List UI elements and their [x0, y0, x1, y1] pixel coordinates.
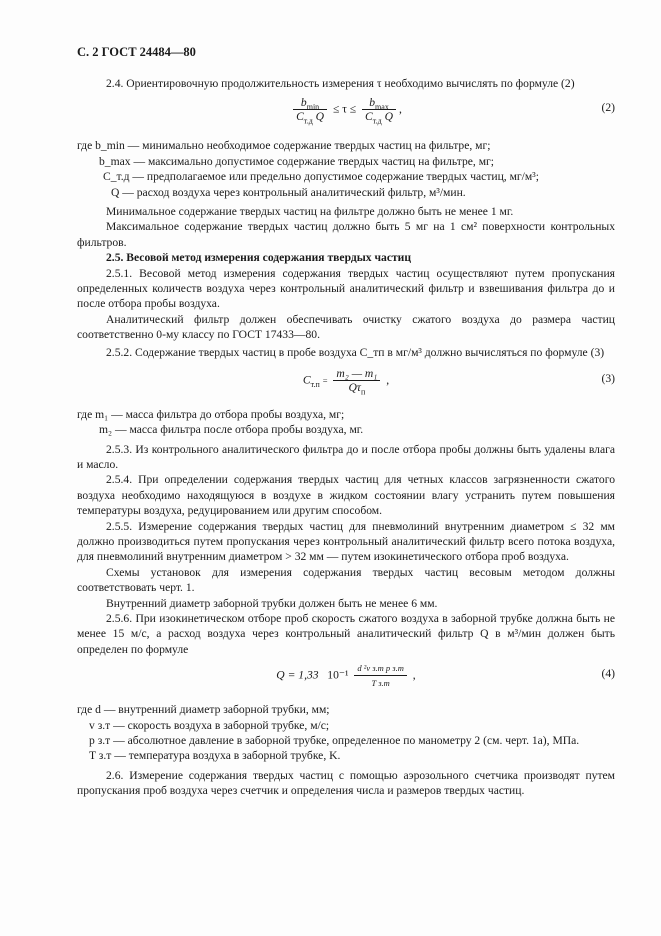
def-q: Q — расход воздуха через контрольный аналитический фильтр, м³/мин. — [111, 185, 466, 199]
fraction-bmin: $\frac{b_{min}}{C_{т.д} Q}$ — [293, 96, 327, 124]
formula-number-2: (2) — [601, 101, 615, 115]
formula-4: Q = 1,33 10⁻¹ $\frac{\text{d ²v з.т p з.т}}{\text{T з.т}}$ , (4) — [276, 663, 615, 689]
paragraph-min: Минимальное содержание твердых частиц на фильтре должно быть не менее 1 мг. — [106, 205, 514, 219]
inequality: ≤ τ ≤ — [332, 103, 357, 117]
fraction-mass: $\frac{\text{m₂ — m₁}}{Q\tau_п}$ — [333, 367, 380, 395]
definitions-1 — [77, 138, 615, 200]
paragraph-2-4: 2.4. Ориентировочную продолжительность измерения τ необходимо вычислять по формуле (2) — [106, 77, 575, 90]
paragraph-2-5-2: 2.5.2. Содержание твердых частиц в пробе воздуха C_тп в мг/м³ должно вычисляться по формуле (3) — [106, 345, 605, 359]
paragraph-schemes: Схемы установок для измерения содержания твердых частиц весовым методом должны соответствовать черт. 1. — [77, 565, 615, 595]
def-m2: m₂ — масса фильтра после отбора пробы воздуха, мг. — [99, 423, 364, 437]
section-2-5-title: 2.5. Весовой метод измерения содержания твердых частиц — [106, 251, 412, 265]
def-bmax: b_max — максимально допустимое содержание твердых частиц на фильтре, мг; — [99, 154, 495, 168]
page-header: С. 2 ГОСТ 24484—80 — [77, 45, 196, 59]
paragraph-2-6: 2.6. Измерение содержания твердых частиц с помощью аэрозольного счетчика производят путем пропускания проб воздуха через счетчик и определения числа и размеров твердых частиц. — [77, 768, 615, 798]
paragraph-2-5-1: 2.5.1. Весовой метод измерения содержания твердых частиц осуществляют путем пропускания определенных количеств воздуха через контрольный аналитический фильтр и взвешивания фильтра до и после отбора пробы воздуха. — [77, 266, 615, 311]
paragraph-2-5-4: 2.5.4. При определении содержания твердых частиц для четных классов загрязненности сжатого воздуха необходимо находящуюся в воздухе в жидком состоянии влагу устранить путем повышения температуры воздуха, редуцированием или другим способом. — [77, 473, 615, 518]
paragraph-max: Максимальное содержание твердых частиц должно быть 5 мг на 1 см² поверхности контрольных фильтров. — [77, 220, 615, 249]
def-bmin: где b_min — минимально необходимое содержание твердых частиц на фильтре, мг; — [77, 139, 491, 153]
def-m1: где m₁ — масса фильтра до отбора пробы воздуха, мг; — [77, 407, 345, 421]
def-d: где d — внутренний диаметр заборной трубки, мм; — [77, 703, 330, 717]
formula-number-3: (3) — [601, 371, 615, 385]
definitions-2 — [77, 407, 615, 438]
formula-3: $C_{т.п}$ = $\frac{\text{m₂ — m₁}}{Q\tau_п}$ , (3) — [302, 366, 615, 396]
paragraph-filter: Аналитический фильтр должен обеспечивать очистку сжатого воздуха до размера частиц соответственно 0-му классу по ГОСТ 17433—80. — [77, 312, 615, 342]
fraction-flow: $\frac{\text{d ²v з.т p з.т}}{\text{T з.т}}$ — [354, 662, 406, 690]
paragraph-diameter: Внутренний диаметр заборной трубки должен быть не менее 6 мм. — [106, 596, 438, 610]
paragraph-2-5-5: 2.5.5. Измерение содержания твердых частиц для пневмолиний внутренним диаметром ≤ 32 мм должно производиться путем пропускания через контрольный аналитический фильтр всего потока воздуха, для пневмолиний внутренним диаметром > 32 мм — путем изокинетического отбора проб воздуха. — [77, 519, 615, 564]
fraction-bmax: $\frac{b_{max}}{C_{т.д} Q}$ — [362, 96, 396, 124]
def-ctd: C_т.д — предполагаемое или предельно допустимое содержание твердых частиц, мг/м³; — [103, 170, 539, 184]
formula-2: $\frac{b_{min}}{C_{т.д} Q}$ ≤ τ ≤ $\frac{b_{max}}{C_{т.д} Q}$ , (2) — [77, 96, 615, 134]
def-v: v з.т — скорость воздуха в заборной трубке, м/с; — [89, 718, 330, 732]
def-t: T з.т — температура воздуха в заборной трубке, K. — [89, 749, 341, 763]
formula-number-4: (4) — [601, 667, 615, 681]
definitions-3 — [77, 702, 615, 764]
document-body — [77, 76, 615, 799]
paragraph-2-5-3: 2.5.3. Из контрольного аналитического фильтра до и после отбора пробы должны быть удалены влага и масло. — [77, 442, 615, 471]
paragraph-2-5-6: 2.5.6. При изокинетическом отборе проб скорость сжатого воздуха в заборной трубке должна быть не менее 15 м/с, а расход воздуха через контрольный аналитический фильтр Q в м³/мин должен быть определен по формуле — [77, 611, 615, 656]
def-p: p з.т — абсолютное давление в заборной трубке, определенное по манометру 2 (см. черт. 1а), МПа. — [89, 734, 580, 747]
